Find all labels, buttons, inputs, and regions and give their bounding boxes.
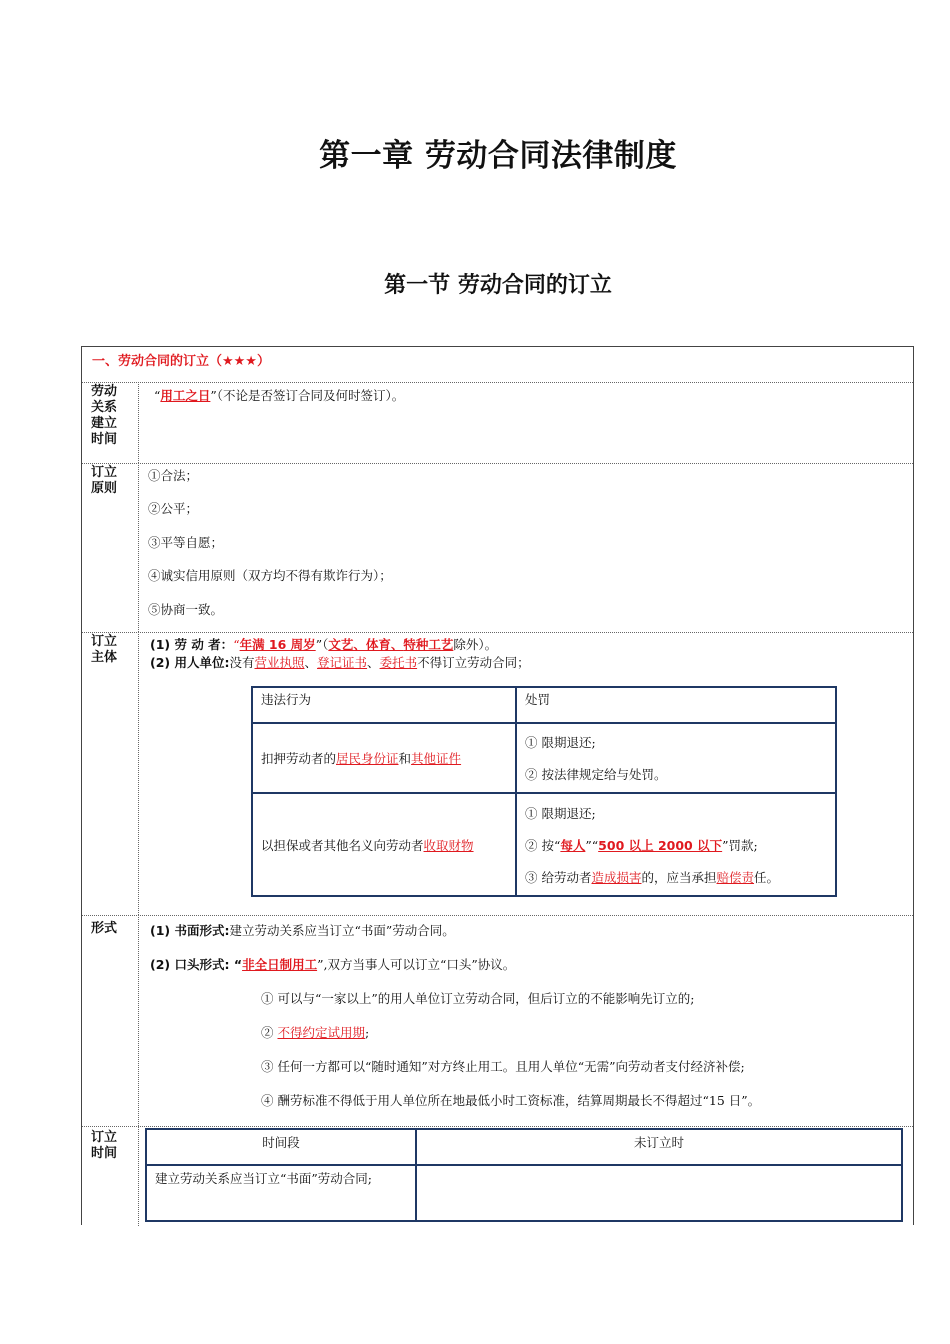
principle-item: ②公平； [148, 501, 199, 516]
principle-item: ⑤协商一致。 [148, 602, 224, 617]
worker-line: (1) 劳 动 者：“年满 16 周岁”（文艺、体育、特种工艺除外）。 [150, 637, 498, 652]
row-principles [82, 463, 913, 633]
section-title: 第一节 劳动合同的订立 [384, 273, 612, 298]
row-subject [82, 632, 913, 916]
row-form [82, 915, 913, 1127]
chapter-title: 第一章 劳动合同法律制度 [319, 138, 677, 174]
principle-item: ①合法； [148, 468, 199, 483]
row-establish-time [82, 382, 913, 464]
label-sign-time: 订立 时间 [82, 1126, 139, 1226]
written-form-line: (1) 书面形式:建立劳动关系应当订立“书面”劳动合同。 [150, 923, 455, 938]
sign-time-col-header: 未订立时 [416, 1129, 902, 1165]
label-form: 形式 [82, 915, 139, 1126]
principle-item: ④诚实信用原则（双方均不得有欺诈行为）； [148, 568, 392, 583]
penalty-violation: 以担保或者其他名义向劳动者收取财物 [252, 793, 516, 896]
oral-form-item: ① 可以与“一家以上”的用人单位订立劳动合同，但后订立的不能影响先订立的; [261, 991, 695, 1006]
sign-time-cell [416, 1165, 902, 1221]
penalty-col-header: 违法行为 [252, 687, 516, 723]
label-establish-time: 劳动 关系 建立 时间 [82, 382, 139, 463]
employer-line: (2) 用人单位:没有营业执照、登记证书、委托书不得订立劳动合同； [150, 655, 530, 670]
penalty-table [251, 686, 837, 897]
sign-time-col-header: 时间段 [146, 1129, 416, 1165]
row-sign-time [82, 1126, 913, 1226]
table-header: 一、劳动合同的订立（★★★） [92, 354, 270, 369]
penalty-col-header: 处罚 [516, 687, 836, 723]
penalty-violation: 扣押劳动者的居民身份证和其他证件 [252, 723, 516, 793]
principle-item: ③平等自愿； [148, 535, 224, 550]
oral-form-item: ② 不得约定试用期; [261, 1025, 370, 1040]
main-table [81, 346, 914, 1225]
sign-time-cell: 建立劳动关系应当订立“书面”劳动合同; [146, 1165, 416, 1221]
table-header-row [82, 347, 913, 383]
penalty-measure: ① 限期退还; ② 按“每人”“500 以上 2000 以下”罚款; ③ 给劳动者造成损害的，应当承担赔偿责任。 [516, 793, 836, 896]
oral-form-item: ③ 任何一方都可以“随时通知”对方终止用工。且用人单位“无需”向劳动者支付经济补偿; [261, 1059, 745, 1074]
label-subject: 订立 主体 [82, 632, 139, 915]
establish-time-text: “用工之日”（不论是否签订合同及何时签订）。 [154, 388, 405, 403]
sign-time-table [145, 1128, 903, 1222]
penalty-measure: ① 限期退还; ② 按法律规定给与处罚。 [516, 723, 836, 793]
oral-form-item: ④ 酬劳标准不得低于用人单位所在地最低小时工资标准，结算周期最长不得超过“15 日”。 [261, 1093, 761, 1108]
oral-form-line: (2) 口头形式: “非全日制用工”,双方当事人可以订立“口头”协议。 [150, 957, 516, 972]
label-principles: 订立 原则 [82, 463, 139, 632]
